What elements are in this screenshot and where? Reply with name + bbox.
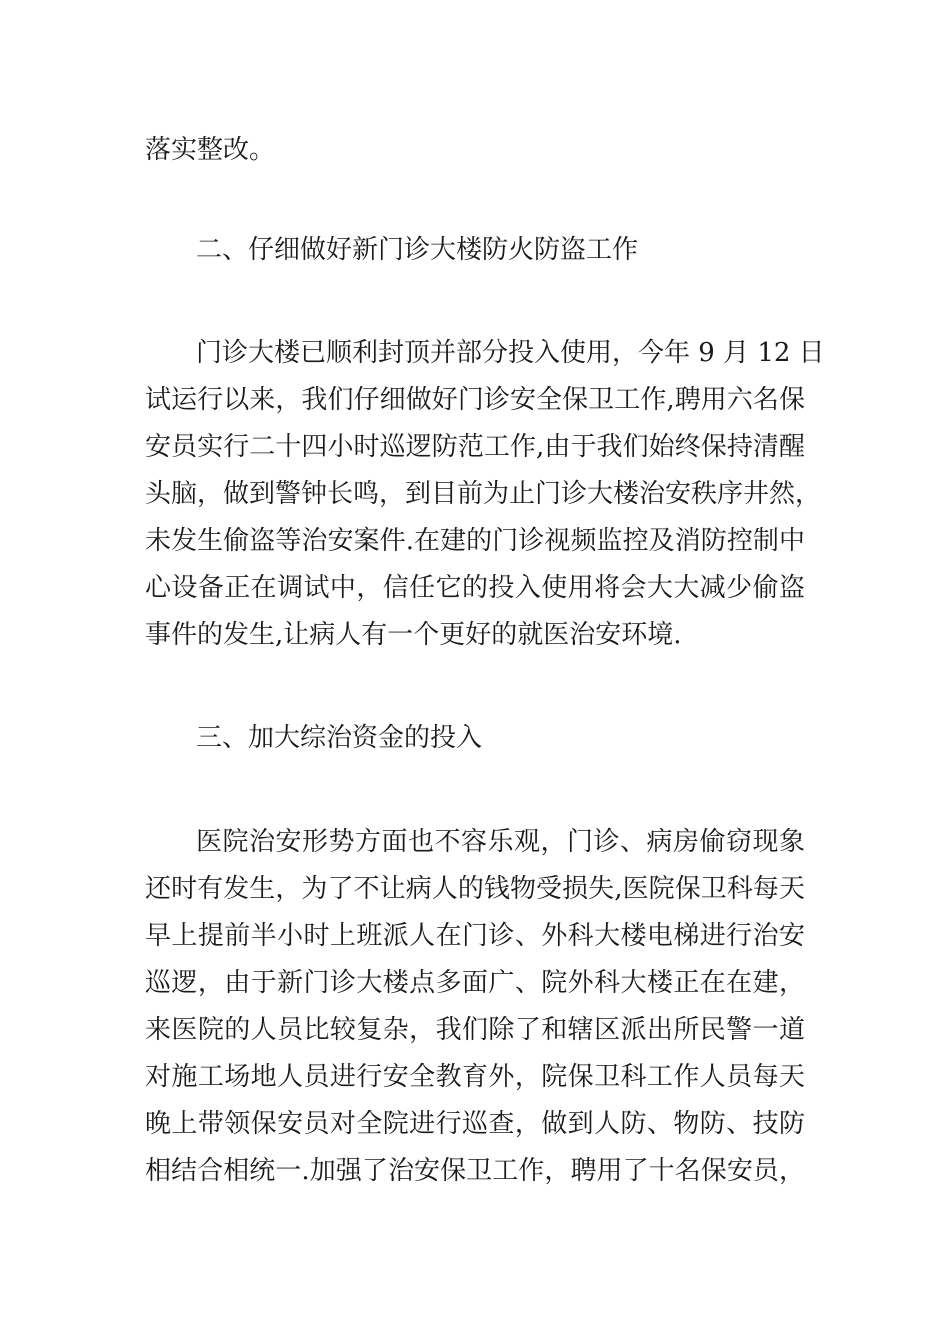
- paragraph-3-line-6: 对施工场地人员进行安全教育外，院保卫科工作人员每天: [145, 1062, 805, 1092]
- paragraph-3-line-1: 医院治安形势方面也不容乐观，门诊、病房偷窃现象: [196, 827, 805, 857]
- paragraph-3-line-3: 早上提前半小时上班派人在门诊、外科大楼电梯进行治安: [145, 921, 805, 951]
- section-heading-2: 二、仔细做好新门诊大楼防火防盗工作: [196, 235, 639, 265]
- paragraph-2-line-4: 头脑，做到警钟长鸣，到目前为止门诊大楼治安秩序井然，: [145, 479, 822, 509]
- paragraph-1-line-1: 落实整改。: [145, 135, 276, 165]
- paragraph-2-line-1: 门诊大楼已顺利封顶并部分投入使用，今年 9 月 12 日: [196, 338, 825, 368]
- paragraph-3-line-4: 巡逻，由于新门诊大楼点多面广、院外科大楼正在在建，: [145, 968, 805, 998]
- paragraph-2-line-5: 未发生偷盗等治安案件.在建的门诊视频监控及消防控制中: [145, 526, 805, 556]
- paragraph-2-line-7: 事件的发生,让病人有一个更好的就医治安环境.: [145, 620, 682, 650]
- paragraph-3-line-5: 来医院的人员比较复杂，我们除了和辖区派出所民警一道: [145, 1015, 805, 1045]
- section-heading-3: 三、加大综治资金的投入: [196, 723, 483, 753]
- paragraph-3-line-8: 相结合相统一.加强了治安保卫工作，聘用了十名保安员，: [145, 1156, 805, 1186]
- paragraph-2-line-6: 心设备正在调试中，信任它的投入使用将会大大减少偷盗: [145, 573, 805, 603]
- paragraph-2-line-3: 安员实行二十四小时巡逻防范工作,由于我们始终保持清醒: [145, 432, 805, 462]
- paragraph-2-line-2: 试运行以来，我们仔细做好门诊安全保卫工作,聘用六名保: [145, 385, 805, 415]
- paragraph-3-line-2: 还时有发生，为了不让病人的钱物受损失,医院保卫科每天: [145, 874, 805, 904]
- paragraph-3-line-7: 晚上带领保安员对全院进行巡查，做到人防、物防、技防: [145, 1109, 805, 1139]
